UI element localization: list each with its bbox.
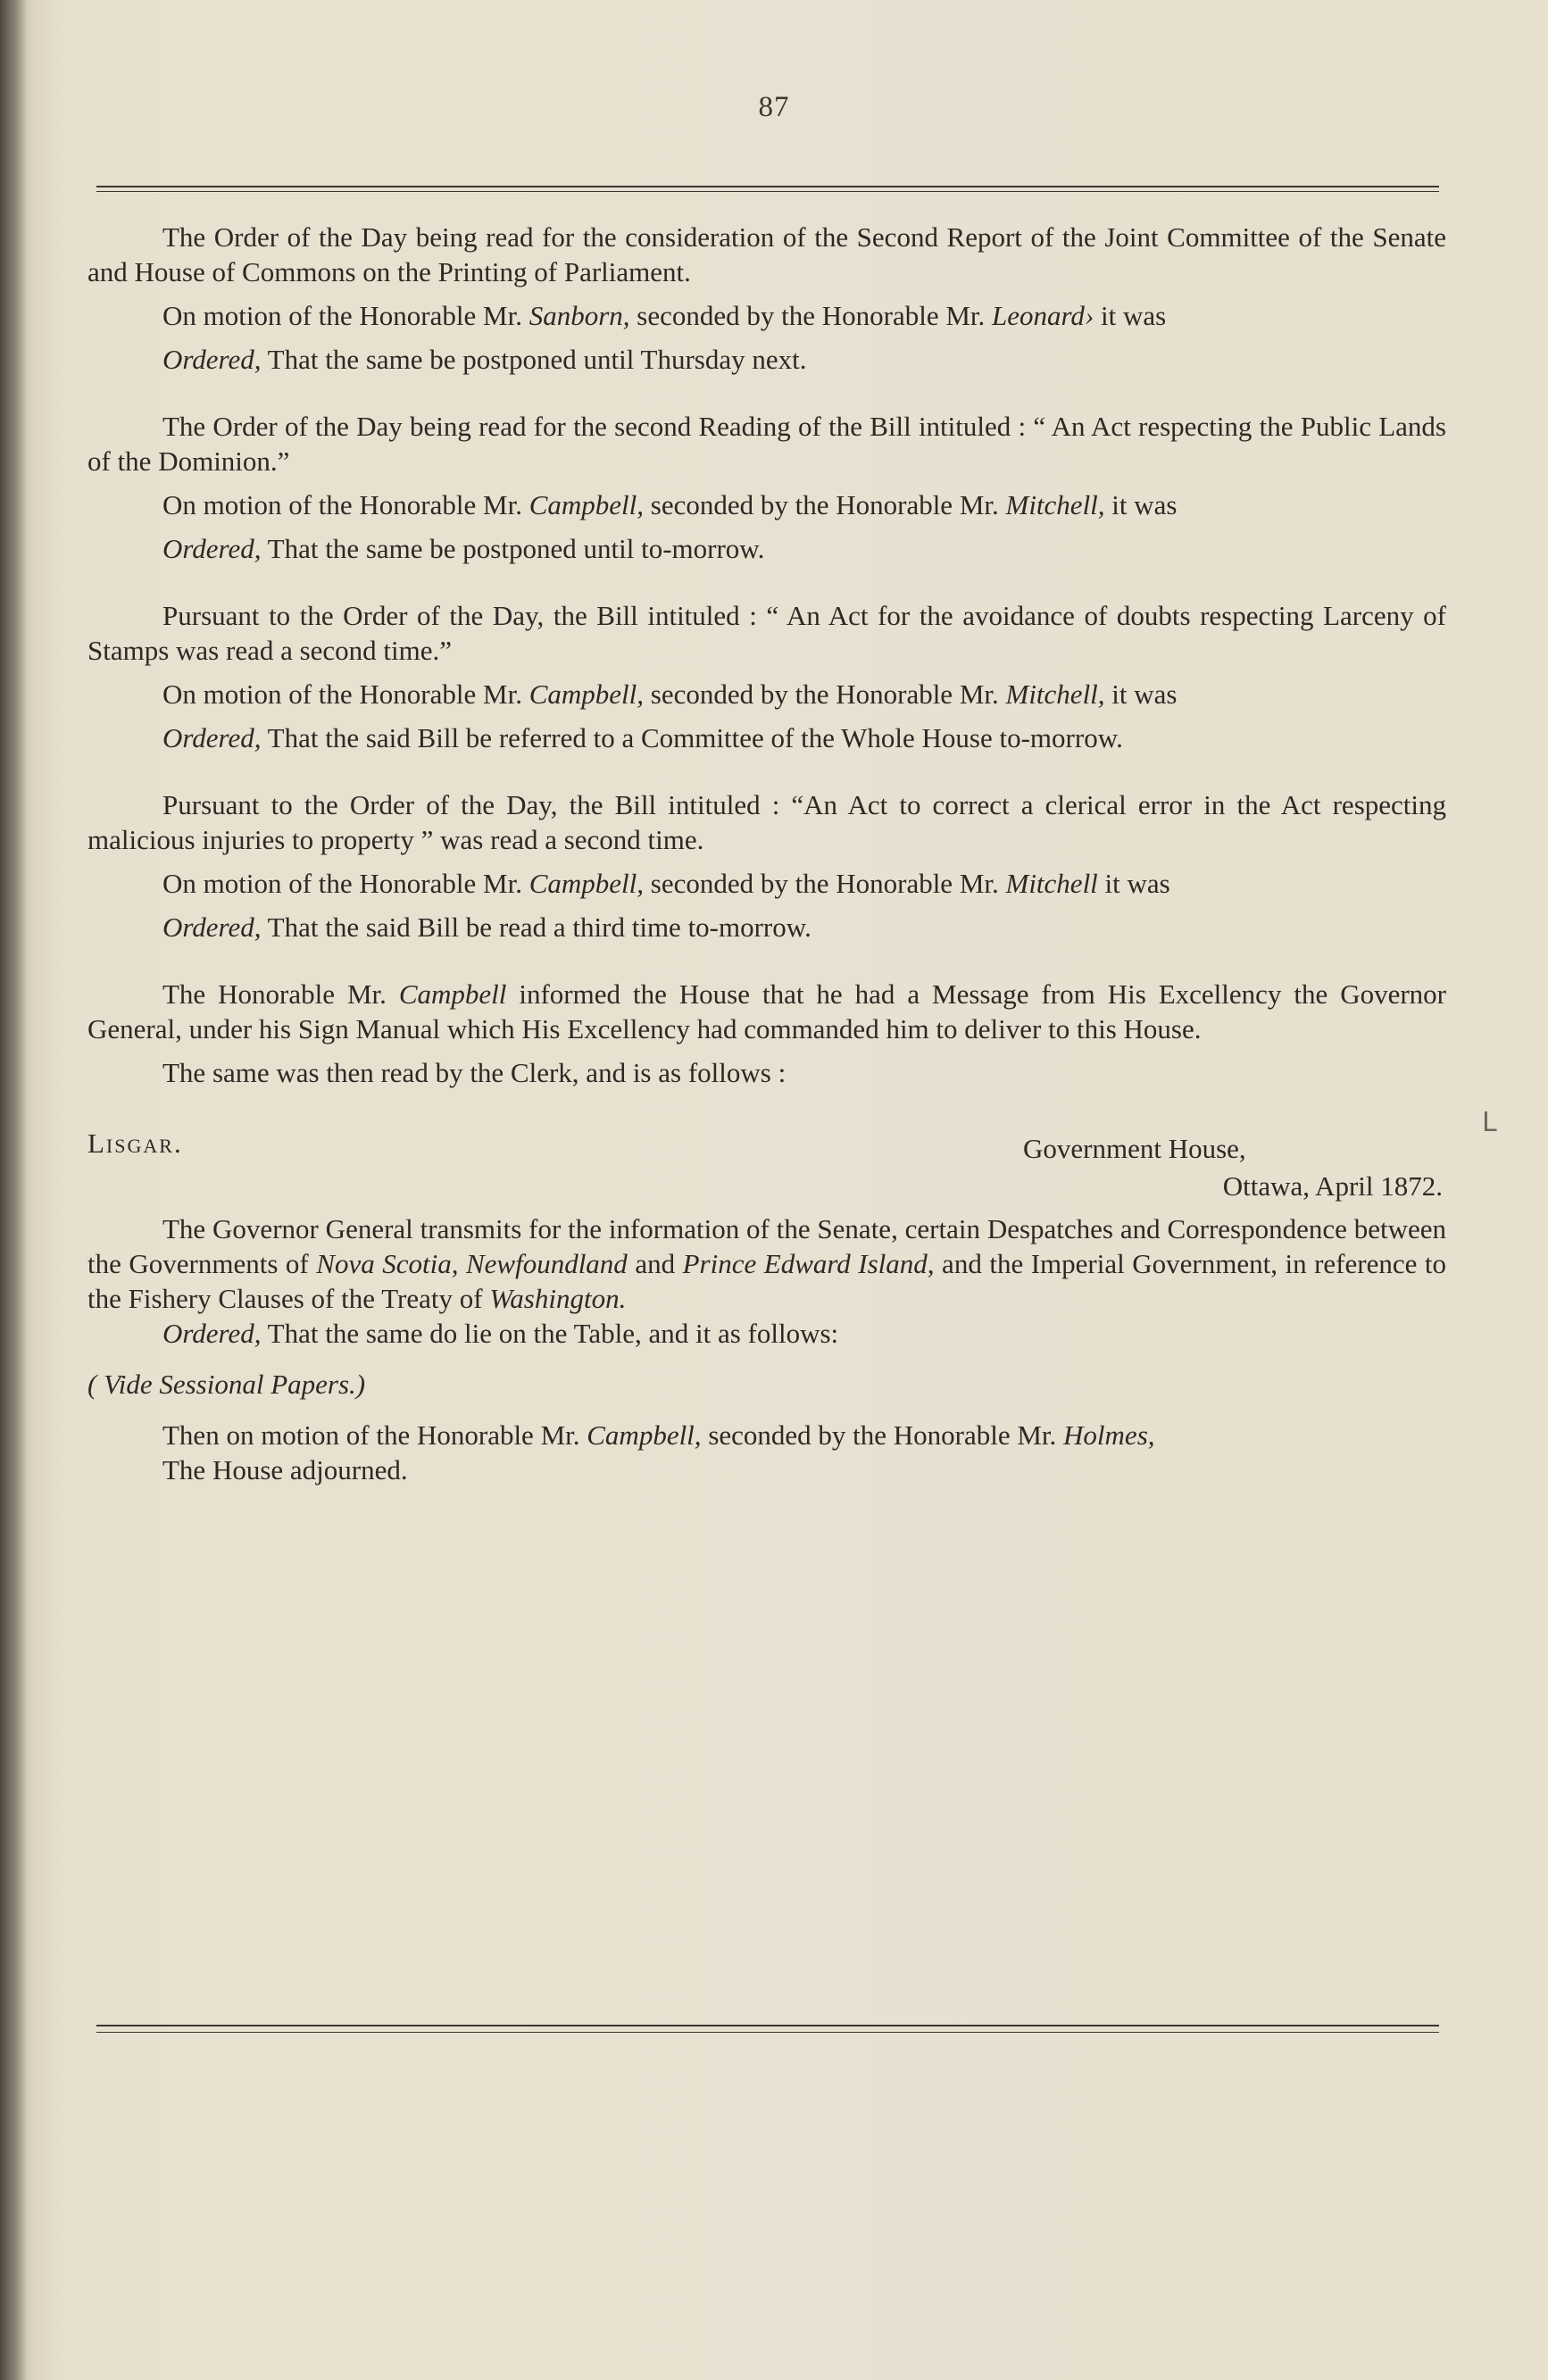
signature-lisgar: Lisgar. (87, 1128, 183, 1159)
footer-rule-top (96, 2025, 1439, 2026)
message-header (87, 1126, 1446, 1211)
document-body (87, 220, 1446, 1487)
paragraph-despatches: The Governor General transmits for the information of the Senate, certain Despatches and Correspondence between the Governments of Nova Scotia, Newfoundland and Prince Edward Island, and the Imperial Government, in reference to the Fishery Clauses of the Treaty of Washington. (87, 1213, 1446, 1314)
paragraph-public-lands: The Order of the Day being read for the second Reading of the Bill intituled : “ An Act respecting the Public Lands of the Dominion.” (87, 411, 1446, 477)
vide-sessional-papers: ( Vide Sessional Papers.) (87, 1369, 366, 1400)
paragraph-motion-campbell-2: On motion of the Honorable Mr. Campbell, seconded by the Honorable Mr. Mitchell, it was (162, 678, 1178, 710)
paragraph-read-by-clerk: The same was then read by the Clerk, and is as follows : (162, 1057, 786, 1088)
paragraph-motion-sanborn: On motion of the Honorable Mr. Sanborn, seconded by the Honorable Mr. Leonard› it was (162, 300, 1167, 331)
paragraph-ordered-thursday: Ordered, That the same be postponed until Thursday next. (162, 344, 807, 375)
paragraph-motion-adjourn: Then on motion of the Honorable Mr. Campbell, seconded by the Honorable Mr. Holmes, (162, 1419, 1155, 1451)
header-rule-bottom (96, 191, 1439, 192)
paragraph-message-governor: The Honorable Mr. Campbell informed the House that he had a Message from His Excellency the Governor General, under his Sign Manual which His Excellency had commanded him to deliver to this House. (87, 978, 1446, 1044)
paragraph-ordered-lie-on-table: Ordered, That the same do lie on the Table, and it as follows: (162, 1318, 839, 1349)
binding-shadow (0, 0, 27, 2380)
paragraph-ordered-third-time: Ordered, That the said Bill be read a third time to-morrow. (162, 911, 811, 943)
paragraph-motion-campbell-1: On motion of the Honorable Mr. Campbell, seconded by the Honorable Mr. Mitchell, it was (162, 489, 1178, 520)
paragraph-ordered-committee: Ordered, That the said Bill be referred to a Committee of the Whole House to-morrow. (162, 722, 1123, 753)
paragraph-ordered-tomorrow: Ordered, That the same be postponed until to-morrow. (162, 533, 765, 564)
page-number: 87 (758, 91, 790, 123)
paragraph-second-report: The Order of the Day being read for the consideration of the Second Report of the Joint Committee of the Senate and House of Commons on the Printing of Parliament. (87, 221, 1446, 287)
ottawa-date: Ottawa, April 1872. (1222, 1170, 1443, 1202)
government-house: Government House, (1023, 1133, 1246, 1164)
paragraph-clerical-error: Pursuant to the Order of the Day, the Bill intituled : “An Act to correct a clerical error in the Act respecting malicious injuries to property ” was read a second time. (87, 789, 1446, 855)
paragraph-larceny-stamps: Pursuant to the Order of the Day, the Bill intituled : “ An Act for the avoidance of doubts respecting Larceny of Stamps was read a second time.” (87, 600, 1446, 666)
footer-rule-bottom (96, 2032, 1439, 2033)
margin-pencil-mark: ᒪ (1482, 1108, 1497, 1137)
header-rule-top (96, 186, 1439, 187)
paragraph-motion-campbell-3: On motion of the Honorable Mr. Campbell, seconded by the Honorable Mr. Mitchell it was (162, 868, 1170, 899)
paragraph-house-adjourned: The House adjourned. (162, 1454, 408, 1485)
